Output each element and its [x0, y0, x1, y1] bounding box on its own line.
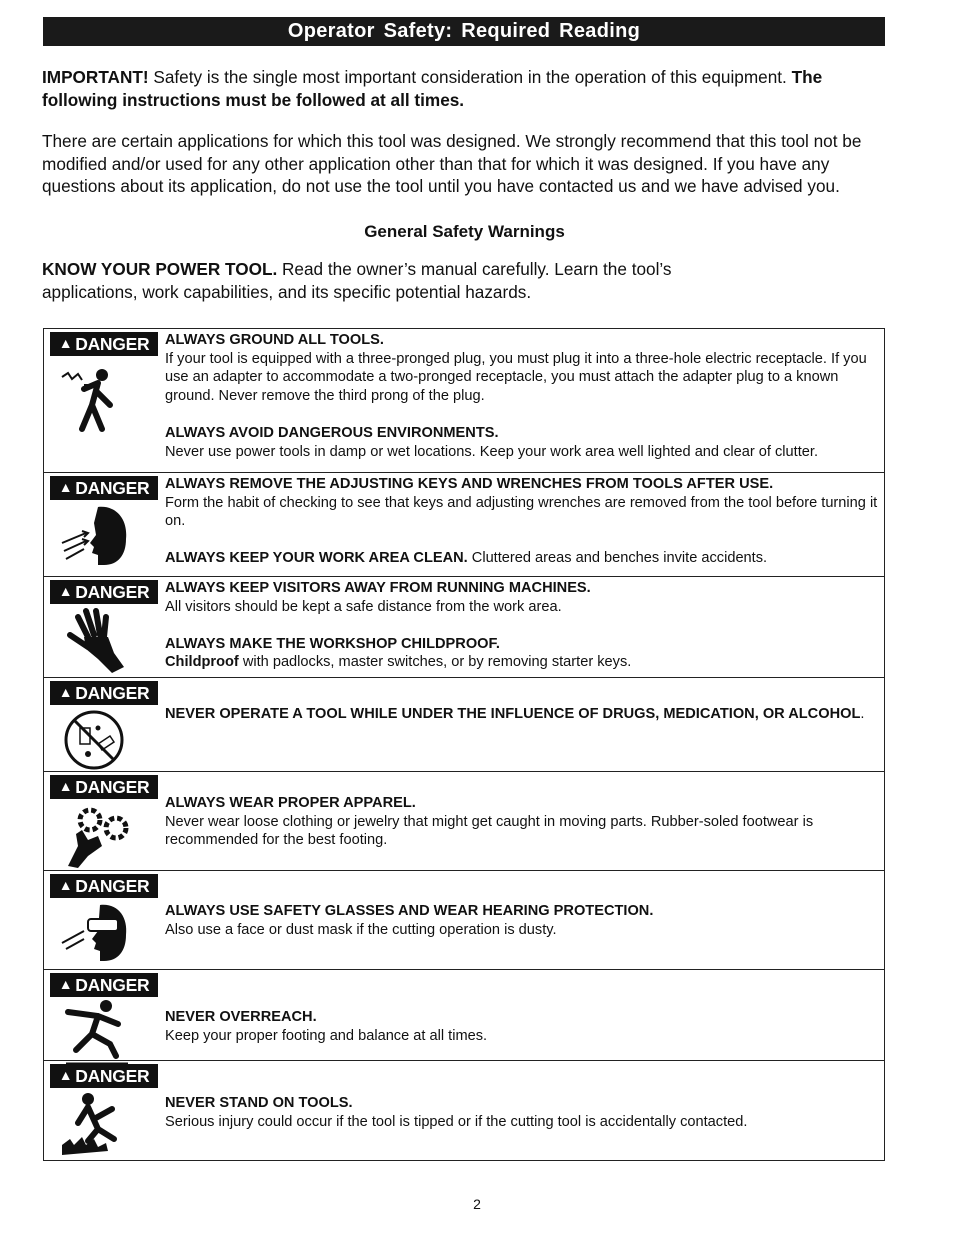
flying-debris-head-icon [58, 503, 132, 573]
warning-heading: NEVER STAND ON TOOLS. [165, 1095, 353, 1111]
warning-body: Never use power tools in damp or wet locations. Keep your work area well lighted and clear of clutter. [165, 443, 818, 460]
safety-glasses-icon [58, 899, 132, 969]
warning-row-overreach [44, 970, 884, 1061]
warning-heading: ALWAYS USE SAFETY GLASSES AND WEAR HEARING PROTECTION. [165, 903, 654, 919]
falling-onto-blade-icon [58, 1089, 132, 1159]
warning-row-grounding [44, 329, 884, 473]
danger-label: DANGER [75, 975, 150, 995]
warning-heading-tail: . [860, 706, 865, 722]
warning-body-bold: Childproof [165, 654, 239, 671]
warning-triangle-icon: ▲ [58, 479, 73, 495]
warning-body: Also use a face or dust mask if the cutting operation is dusty. [165, 921, 557, 938]
warning-row-glasses [44, 871, 884, 970]
warning-triangle-icon: ▲ [58, 778, 73, 794]
important-label: IMPORTANT! [42, 67, 149, 87]
danger-label: DANGER [75, 1066, 150, 1086]
warning-triangle-icon: ▲ [58, 976, 73, 992]
warning-heading: ALWAYS REMOVE THE ADJUSTING KEYS AND WRENCHES FROM TOOLS AFTER USE. [165, 476, 774, 492]
warning-text [165, 1094, 878, 1131]
page-number: 2 [473, 1196, 481, 1212]
danger-label: DANGER [75, 683, 150, 703]
important-paragraph [42, 66, 887, 111]
warning-text [165, 705, 878, 724]
warning-body: Serious injury could occur if the tool is tipped or if the cutting tool is accidentally contacted. [165, 1113, 748, 1130]
danger-label: DANGER [75, 777, 150, 797]
warning-heading: ALWAYS KEEP YOUR WORK AREA CLEAN. [165, 550, 468, 567]
warning-body: Never wear loose clothing or jewelry that might get caught in moving parts. Rubber-soled footwear is recommended for the best footing. [165, 813, 814, 849]
safety-warnings-table [43, 328, 885, 1161]
danger-badge [50, 476, 158, 500]
electric-shock-icon [58, 365, 132, 435]
warning-heading: ALWAYS MAKE THE WORKSHOP CHILDPROOF. [165, 635, 500, 652]
warning-heading: ALWAYS AVOID DANGEROUS ENVIRONMENTS. [165, 424, 499, 441]
warning-triangle-icon: ▲ [58, 583, 73, 599]
danger-badge [50, 580, 158, 604]
warning-text [165, 794, 878, 850]
warning-text [165, 579, 878, 672]
page-header-bar: Operator Safety: Required Reading [43, 17, 885, 46]
danger-badge [50, 775, 158, 799]
warning-body: Form the habit of checking to see that keys and adjusting wrenches are removed from the tool before turning it on. [165, 494, 878, 530]
warning-triangle-icon: ▲ [58, 684, 73, 700]
warning-triangle-icon: ▲ [58, 335, 73, 351]
slip-fall-icon [58, 998, 132, 1068]
danger-label: DANGER [75, 582, 150, 602]
warning-text [165, 902, 878, 939]
danger-label: DANGER [75, 876, 150, 896]
warning-row-apparel [44, 772, 884, 871]
danger-badge [50, 332, 158, 356]
danger-badge [50, 874, 158, 898]
warning-heading: ALWAYS GROUND ALL TOOLS. [165, 332, 384, 348]
warning-heading: NEVER OVERREACH. [165, 1009, 317, 1025]
warning-row-keys [44, 473, 884, 577]
warning-row-visitors [44, 577, 884, 678]
know-text: Read the owner’s manual carefully. Learn the tool’s applications, work capabilities, and its specific potential hazards. [42, 259, 672, 302]
warning-text [165, 1008, 878, 1045]
no-drugs-alcohol-icon [58, 706, 132, 776]
warning-heading: NEVER OPERATE A TOOL WHILE UNDER THE INFLUENCE OF DRUGS, MEDICATION, OR ALCOHOL [165, 706, 861, 722]
danger-label: DANGER [75, 478, 150, 498]
applications-paragraph: There are certain applications for which this tool was designed. We strongly recommend that this tool not be modified and/or used for any other application other than that for which it was designed. If you have any questions about its application, do not use the tool until you have contacted us and we have advised you. [42, 131, 862, 196]
know-bold: KNOW YOUR POWER TOOL. [42, 259, 278, 279]
important-text: Safety is the single most important consideration in the operation of this equipment. [148, 67, 792, 87]
warning-body: All visitors should be kept a safe distance from the work area. [165, 598, 562, 615]
warning-row-drugs [44, 678, 884, 772]
warning-body: If your tool is equipped with a three-pronged plug, you must plug it into a three-hole electric receptacle. If you use an adapter to accommodate a two-pronged receptacle, you must attach the adapter plug to a known ground. Never remove the third prong of the plug. [165, 350, 867, 404]
warning-body: Cluttered areas and benches invite accidents. [467, 550, 768, 567]
warning-heading: ALWAYS KEEP VISITORS AWAY FROM RUNNING MACHINES. [165, 580, 591, 596]
stop-hand-icon [58, 607, 132, 677]
danger-label: DANGER [75, 334, 150, 354]
warning-triangle-icon: ▲ [58, 1067, 73, 1083]
warning-row-stand [44, 1061, 884, 1161]
warning-body: with padlocks, master switches, or by removing starter keys. [238, 654, 632, 671]
warning-text [165, 475, 878, 568]
know-your-tool-paragraph [42, 258, 742, 303]
danger-badge [50, 1064, 158, 1088]
important-bold-text: The following instructions must be followed at all times. [42, 67, 823, 110]
warning-triangle-icon: ▲ [58, 877, 73, 893]
warning-body: Keep your proper footing and balance at all times. [165, 1027, 488, 1044]
section-subheading: General Safety Warnings [364, 222, 565, 241]
entanglement-gears-icon [58, 800, 132, 870]
danger-badge [50, 973, 158, 997]
danger-badge [50, 681, 158, 705]
warning-heading: ALWAYS WEAR PROPER APPAREL. [165, 795, 416, 811]
warning-text [165, 331, 878, 461]
